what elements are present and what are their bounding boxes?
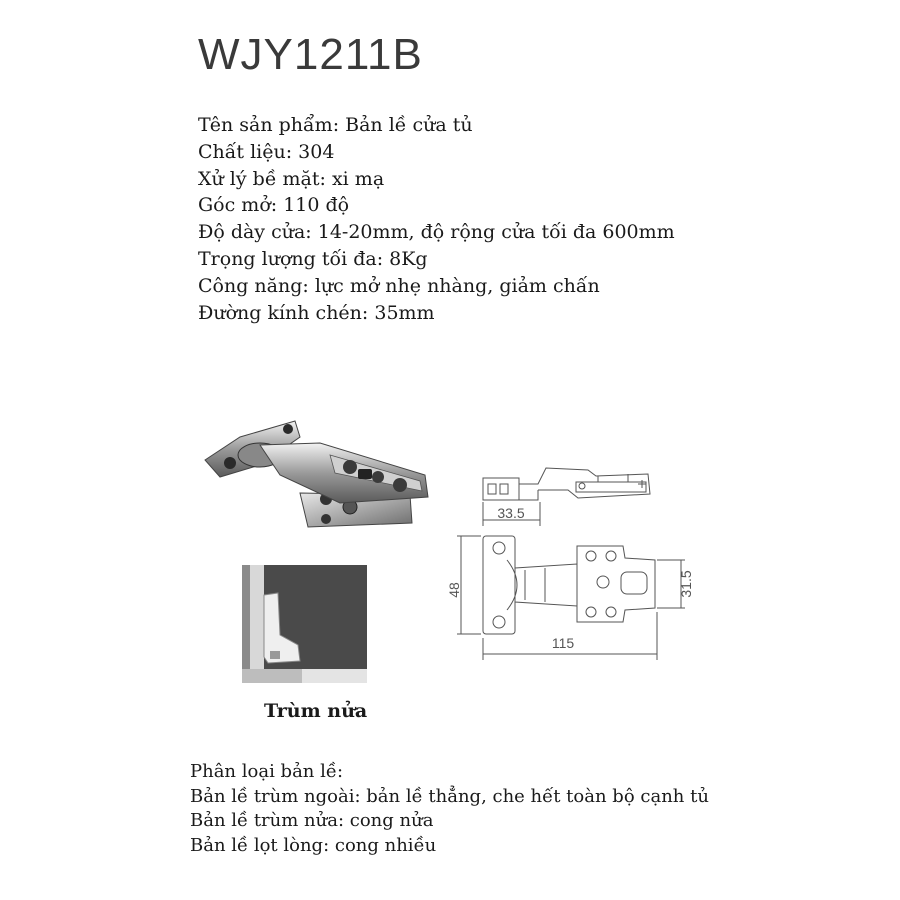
spec-name: Tên sản phẩm: Bản lề cửa tủ bbox=[198, 114, 473, 136]
diagram-caption: Trùm nửa bbox=[264, 700, 368, 722]
half-overlay-illustration bbox=[242, 565, 367, 683]
dim-length: 115 bbox=[551, 635, 575, 651]
type-half-overlay: Bản lề trùm nửa: cong nửa bbox=[190, 810, 434, 831]
spec-finish: Xử lý bề mặt: xi mạ bbox=[198, 167, 385, 190]
dim-side-depth: 33.5 bbox=[497, 505, 525, 521]
product-title: WJY1211B bbox=[198, 30, 423, 79]
dim-arm-width: 31.5 bbox=[678, 570, 694, 598]
spec-max-load: Trọng lượng tối đa: 8Kg bbox=[198, 247, 428, 270]
spec-cup-diameter: Đường kính chén: 35mm bbox=[198, 301, 435, 324]
type-full-overlay: Bản lề trùm ngoài: bản lề thẳng, che hết toàn bộ cạnh tủ bbox=[190, 785, 709, 807]
spec-door-thickness: Độ dày cửa: 14-20mm, độ rộng cửa tối đa 600mm bbox=[198, 221, 675, 244]
hinge-type-list bbox=[190, 760, 709, 858]
hinge-product-image bbox=[200, 415, 440, 530]
spec-function: Công năng: lực mở nhẹ nhàng, giảm chấn bbox=[198, 274, 600, 297]
dim-height: 48 bbox=[446, 582, 462, 598]
type-inset: Bản lề lọt lòng: cong nhiều bbox=[190, 834, 437, 856]
types-heading: Phân loại bản lề: bbox=[190, 761, 344, 782]
hinge-top-drawing bbox=[445, 530, 695, 670]
spec-list bbox=[198, 112, 675, 326]
spec-angle: Góc mở: 110 độ bbox=[198, 194, 350, 217]
spec-material: Chất liệu: 304 bbox=[198, 140, 335, 163]
hinge-side-drawing bbox=[478, 460, 668, 540]
